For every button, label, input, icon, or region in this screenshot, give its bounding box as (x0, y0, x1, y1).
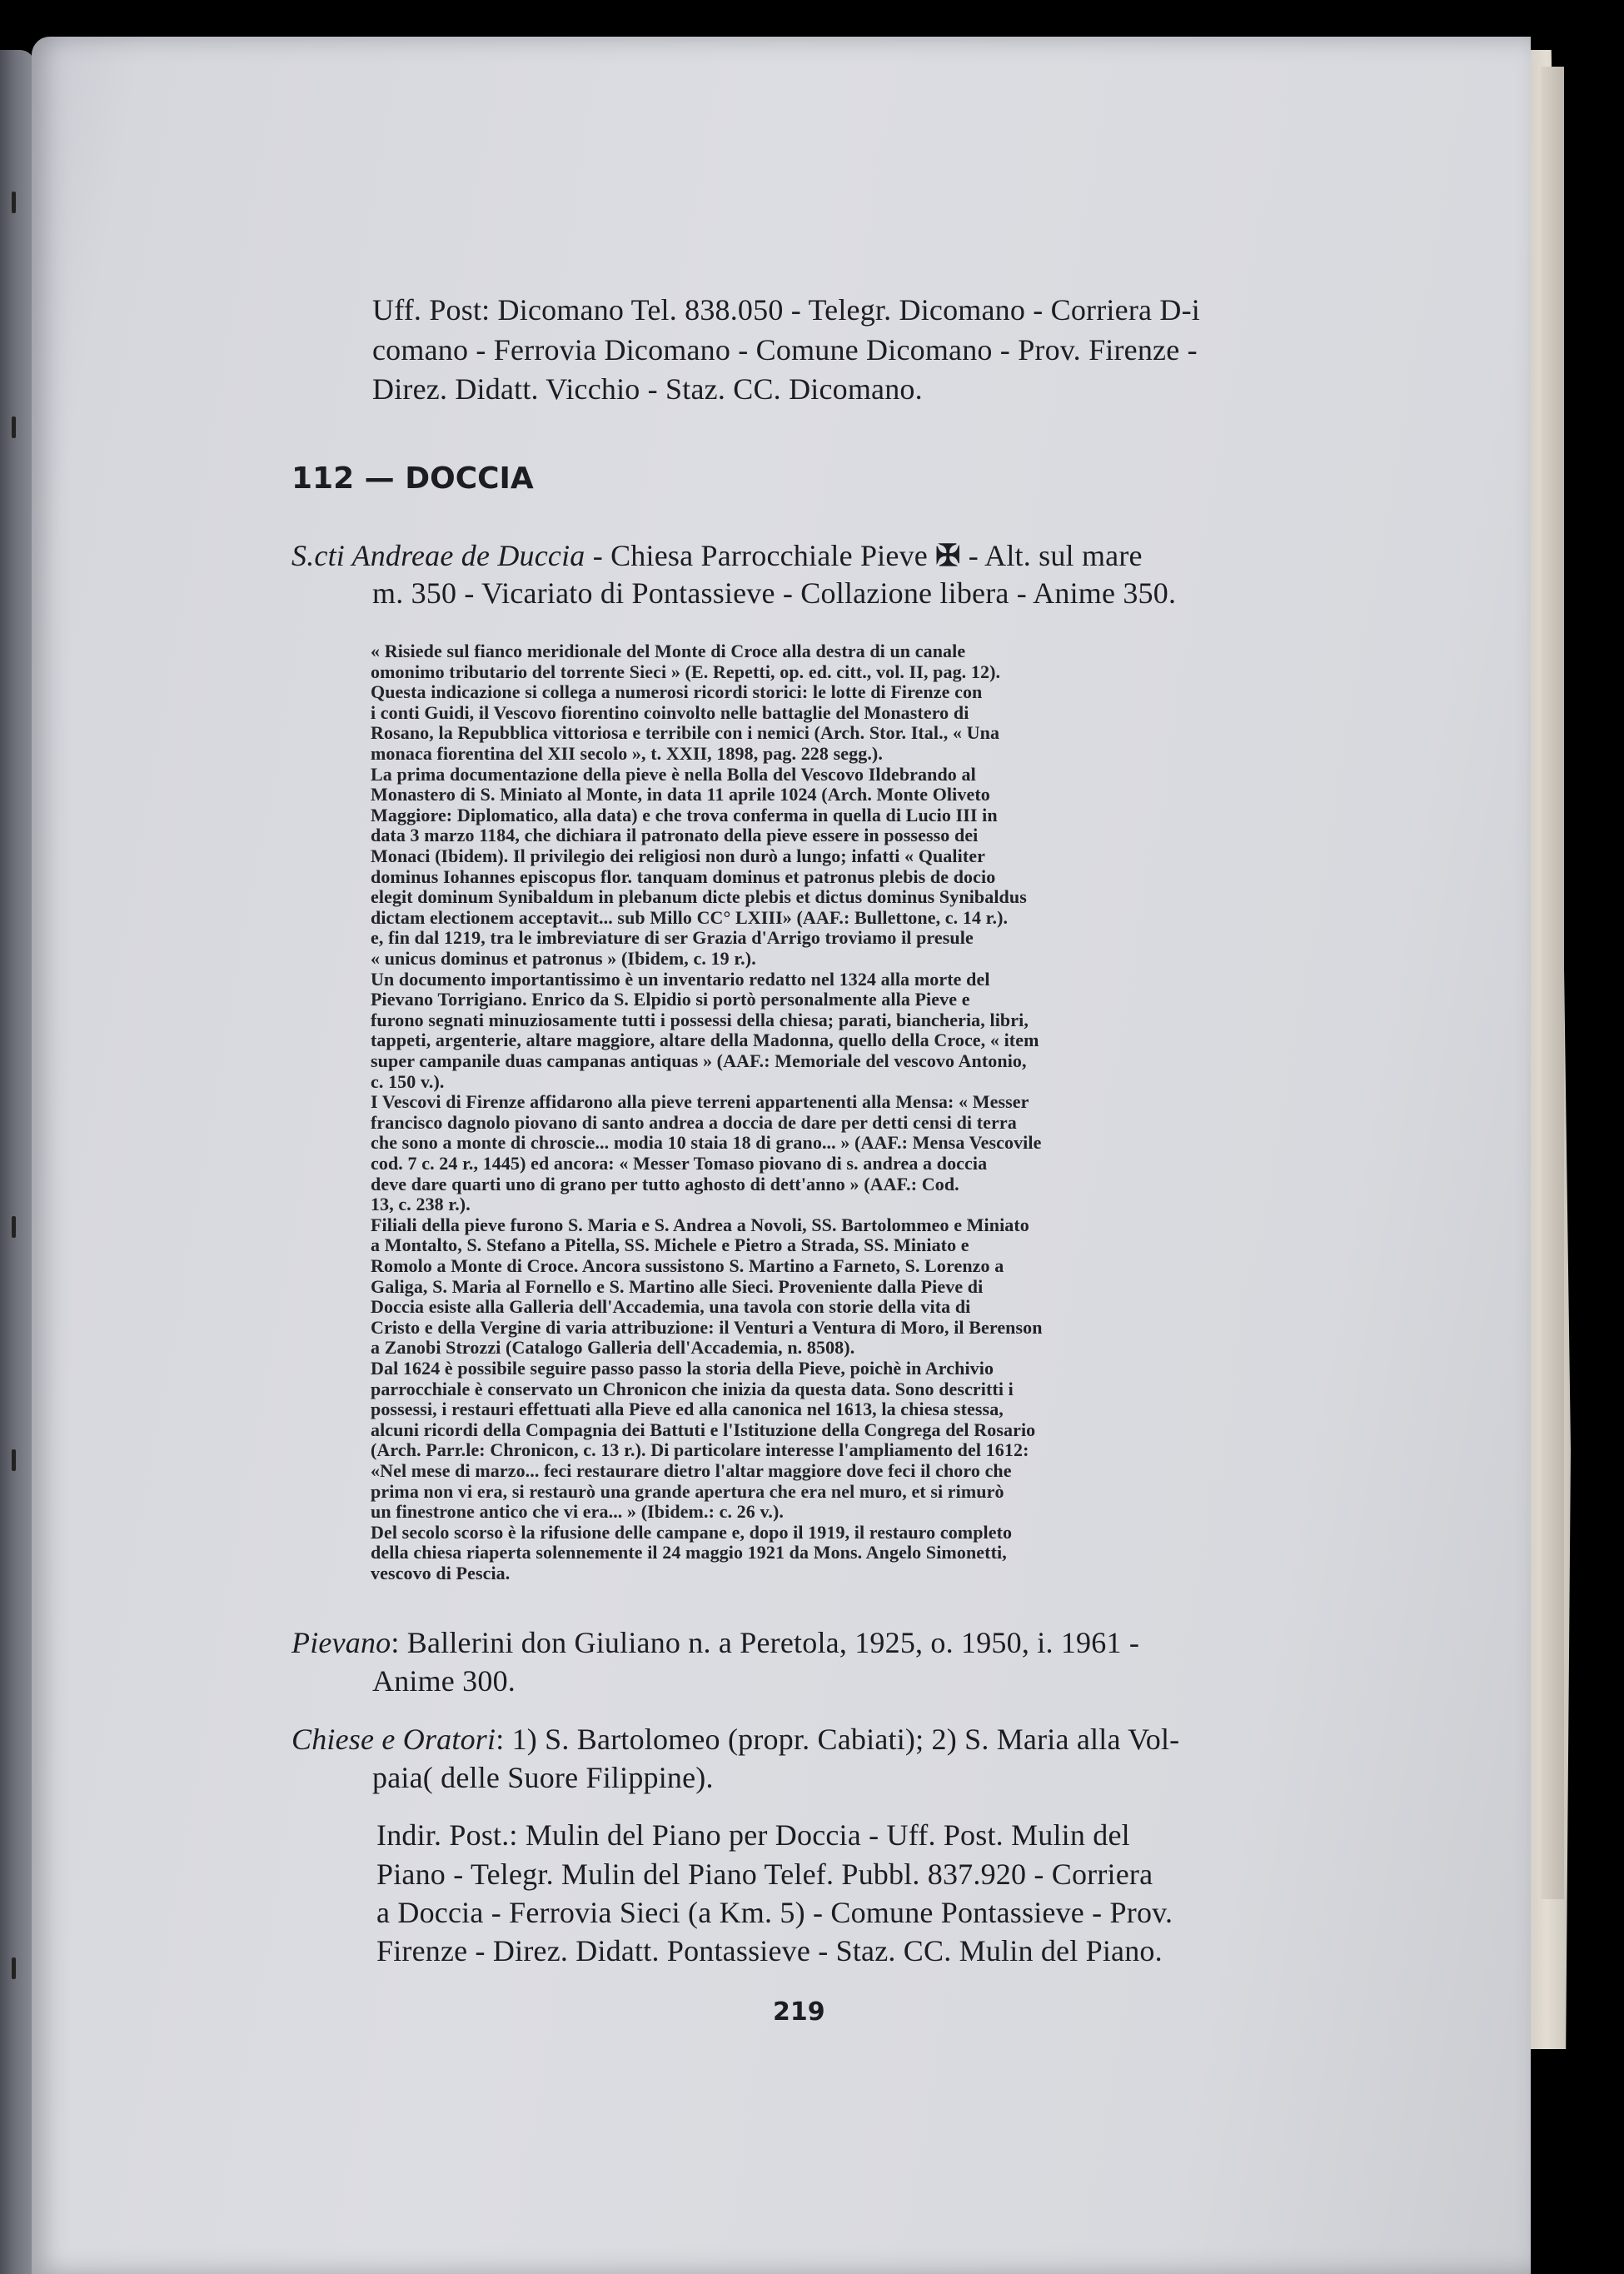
chiese-text: : 1) S. Bartolomeo (propr. Cabiati); 2) S. Maria alla Vol- (496, 1723, 1180, 1756)
cross-icon: ✠ (935, 539, 961, 572)
body-line: deve dare quarti uno di grano per tutto aghosto di dett'anno » (AAF.: Cod. (371, 1173, 959, 1194)
address-line: Piano - Telegr. Mulin del Piano Telef. Pubbl. 837.920 - Corriera (376, 1858, 1153, 1891)
body-line: alcuni ricordi della Compagnia dei Battuti e l'Istituzione della Congrega del Rosario (371, 1419, 1036, 1440)
body-line: Romolo a Monte di Croce. Ancora sussistono S. Martino a Farneto, S. Lorenzo a (371, 1255, 1004, 1276)
address-line: a Doccia - Ferrovia Sieci (a Km. 5) - Comune Pontassieve - Prov. (376, 1896, 1173, 1929)
intro-line-1 (291, 537, 1143, 574)
binding-mark (12, 1449, 16, 1471)
body-line: della chiesa riaperta solennemente il 24 maggio 1921 da Mons. Angelo Simonetti, (371, 1542, 1007, 1563)
intro-text: - Alt. sul mare (960, 539, 1143, 572)
body-line: Maggiore: Diplomatico, alla data) e che trova conferma in quella di Lucio III in (371, 804, 998, 825)
body-line: monaca fiorentina del XII secolo », t. XXII, 1898, pag. 228 segg.). (371, 743, 883, 764)
address-line: Firenze - Direz. Didatt. Pontassieve - Staz. CC. Mulin del Piano. (376, 1934, 1163, 1967)
page-number: 219 (773, 1997, 825, 2027)
chiese-label: Chiese e Oratori (291, 1723, 496, 1756)
body-line: Filiali della pieve furono S. Maria e S. Andrea a Novoli, SS. Bartolommeo e Miniato (371, 1214, 1029, 1235)
body-line: parrocchiale è conservato un Chronicon che inizia da questa data. Sono descritti i (371, 1378, 1014, 1399)
body-line: I Vescovi di Firenze affidarono alla pieve terreni appartenenti alla Mensa: « Messer (371, 1091, 1029, 1113)
body-line: «Nel mese di marzo... feci restaurare dietro l'altar maggiore dove feci il choro che (371, 1460, 1012, 1481)
body-line: dictam electionem acceptavit... sub Millo CC° LXIII» (AAF.: Bullettone, c. 14 r.). (371, 906, 1009, 928)
body-line: 13, c. 238 r.). (371, 1194, 471, 1215)
body-line: tappeti, argenterie, altare maggiore, altare della Madonna, quello della Croce, « item (371, 1030, 1039, 1051)
binding-mark (12, 416, 16, 438)
chiese-line-2: paia( delle Suore Filippine). (372, 1761, 714, 1794)
body-line: cod. 7 c. 24 r., 1445) ed ancora: « Messer Tomaso piovano di s. andrea a doccia (371, 1153, 988, 1174)
chiese-line-1 (291, 1721, 1179, 1758)
body-line: dominus Iohannes episcopus flor. tanquam dominus et patronus plebis de docio (371, 865, 996, 887)
body-line: vescovo di Pescia. (371, 1563, 511, 1583)
body-line: Doccia esiste alla Galleria dell'Accademia, una tavola con storie della vita di (371, 1296, 971, 1318)
body-line: che sono a monte di chroscie... modia 10 staia 18 di grano... » (AAF.: Mensa Vescovile (371, 1132, 1042, 1154)
body-line: Un documento importantissimo è un inventario redatto nel 1324 alla morte del (371, 968, 990, 990)
body-line: Pievano Torrigiano. Enrico da S. Elpidio si portò personalmente alla Pieve e (371, 989, 970, 1010)
address-line: Indir. Post.: Mulin del Piano per Doccia - Uff. Post. Mulin del (376, 1818, 1130, 1852)
body-line: Monastero di S. Miniato al Monte, in data 11 aprile 1024 (Arch. Monte Oliveto (371, 784, 990, 805)
body-line: Monaci (Ibidem). Il privilegio dei religiosi non durò a lungo; infatti « Qualiter (371, 845, 985, 866)
body-line: possessi, i restauri effettuati alla Pieve ed alla canonica nel 1613, la chiesa stessa, (371, 1399, 1004, 1420)
body-line: c. 150 v.). (371, 1070, 445, 1092)
body-line: La prima documentazione della pieve è nella Bolla del Vescovo Ildebrando al (371, 763, 976, 785)
page-edge-inner (1541, 67, 1564, 1899)
body-line: a Zanobi Strozzi (Catalogo Galleria dell'Accademia, n. 8508). (371, 1337, 855, 1359)
body-line: Galiga, S. Maria al Fornello e S. Martino alle Sieci. Proveniente dalla Pieve di (371, 1275, 984, 1297)
body-line: elegit dominum Synibaldum in plebanum dicte plebis et dictus dominus Synibaldus (371, 886, 1027, 908)
body-line: un finestrone antico che vi era... » (Ibidem.: c. 26 v.). (371, 1501, 784, 1523)
body-line: Dal 1624 è possibile seguire passo passo la storia della Pieve, poichè in Archivio (371, 1358, 994, 1379)
body-line: furono segnati minuziosamente tutti i possessi della chiesa; parati, biancheria, libri, (371, 1009, 1029, 1030)
body-line: i conti Guidi, il Vescovo fiorentino coinvolto nelle battaglie del Monastero di (371, 701, 969, 723)
header-line: Direz. Didatt. Vicchio - Staz. CC. Dicomano. (372, 372, 923, 406)
church-latin-name: S.cti Andreae de Duccia (291, 539, 585, 572)
body-line: Cristo e della Vergine di varia attribuzione: il Venturi a Ventura di Moro, il Berenson (371, 1316, 1043, 1338)
book-spine (0, 50, 35, 2274)
body-line: « Risiede sul fianco meridionale del Monte di Croce alla destra di un canale (371, 641, 966, 661)
body-line: prima non vi era, si restaurò una grande apertura che era nel muro, et si rimurò (371, 1480, 1004, 1502)
body-line: Rosano, la Repubblica vittoriosa e terribile con i nemici (Arch. Stor. Ital., « Una (371, 722, 1000, 744)
body-line: a Montalto, S. Stefano a Pitella, SS. Michele e Pietro a Strada, SS. Miniato e (371, 1234, 969, 1256)
section-heading: 112 — DOCCIA (291, 461, 534, 496)
body-line: omonimo tributario del torrente Sieci » (E. Repetti, op. ed. citt., vol. II, pag. 12). (371, 661, 1001, 682)
pievano-label: Pievano (291, 1626, 391, 1659)
body-line: « unicus dominus et patronus » (Ibidem, c. 19 r.). (371, 948, 756, 969)
pievano-line-1 (291, 1624, 1139, 1661)
header-line: comano - Ferrovia Dicomano - Comune Dicomano - Prov. Firenze - (372, 333, 1198, 367)
body-line: Del secolo scorso è la rifusione delle campane e, dopo il 1919, il restauro completo (371, 1521, 1013, 1543)
pievano-text: : Ballerini don Giuliano n. a Peretola, 1925, o. 1950, i. 1961 - (391, 1626, 1140, 1659)
body-line: data 3 marzo 1184, che dichiara il patronato della pieve essere in possesso dei (371, 825, 979, 846)
intro-text: - Chiesa Parrocchiale Pieve (585, 539, 936, 572)
header-line: Uff. Post: Dicomano Tel. 838.050 - Telegr. Dicomano - Corriera D-i (372, 293, 1200, 327)
body-line: francisco dagnolo piovano di santo andrea a doccia de dare per detti censi di terra (371, 1111, 1017, 1133)
pievano-line-2: Anime 300. (372, 1664, 516, 1698)
binding-mark (12, 192, 16, 213)
binding-mark (12, 1216, 16, 1238)
body-line: super campanile duas campanas antiquas » (AAF.: Memoriale del vescovo Antonio, (371, 1050, 1027, 1071)
body-line: e, fin dal 1219, tra le imbreviature di ser Grazia d'Arrigo troviamo il presule (371, 927, 974, 949)
intro-line-2: m. 350 - Vicariato di Pontassieve - Collazione libera - Anime 350. (372, 576, 1177, 610)
body-line: (Arch. Parr.le: Chronicon, c. 13 r.). Di particolare interesse l'ampliamento del 1612: (371, 1439, 1029, 1461)
body-line: Questa indicazione si collega a numerosi ricordi storici: le lotte di Firenze con (371, 681, 983, 703)
binding-mark (12, 1957, 16, 1979)
